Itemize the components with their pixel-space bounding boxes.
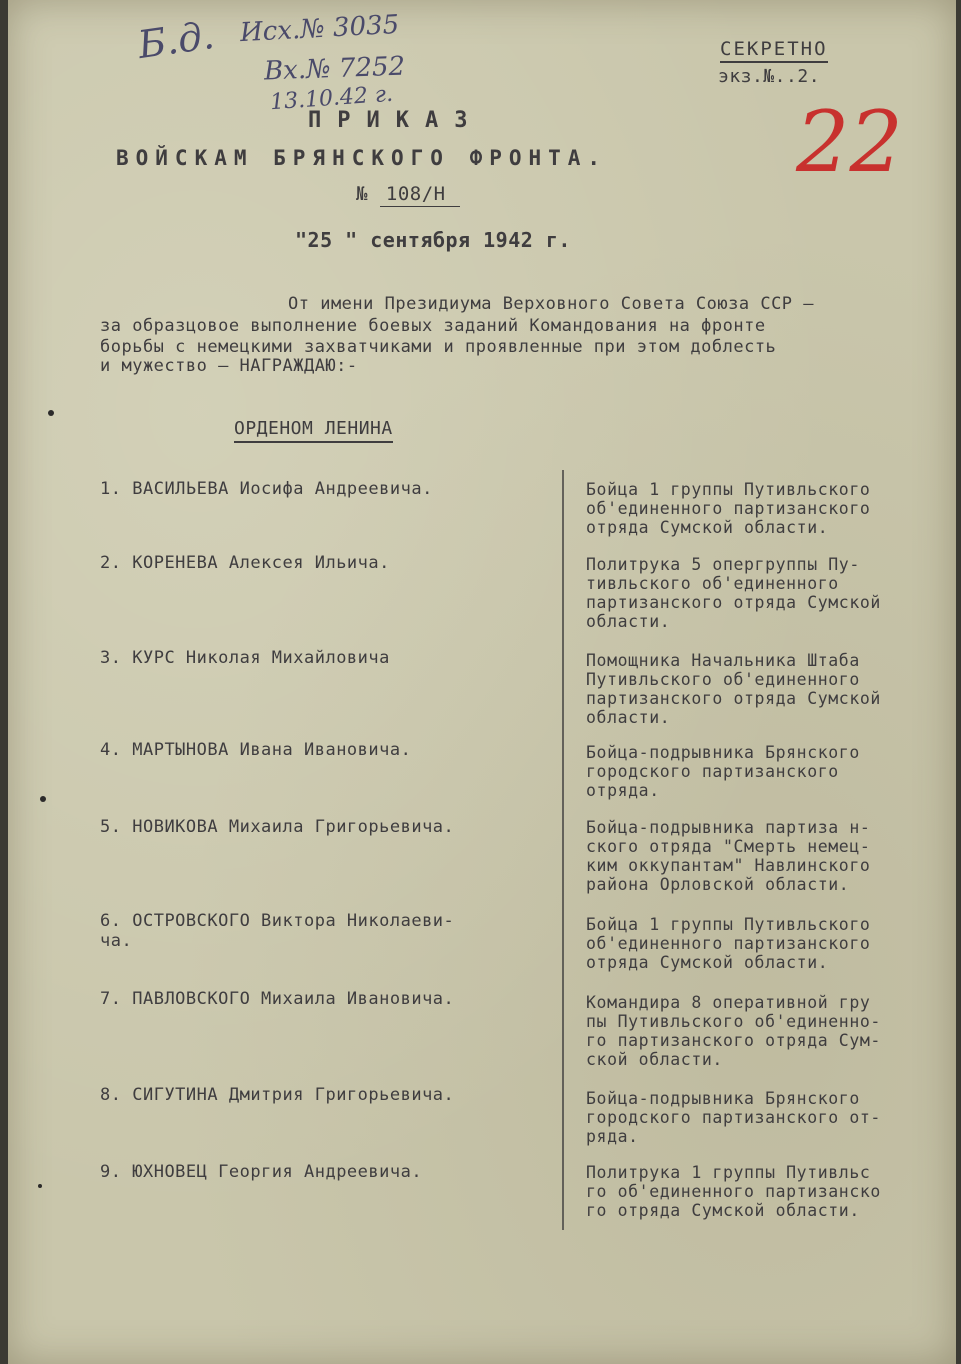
recipient-1-name: 1. ВАСИЛЬЕВА Иосифа Андреевича.	[100, 479, 433, 499]
column-divider	[562, 470, 564, 1230]
recipient-3-name: 3. КУРС Николая Михайловича	[100, 648, 390, 668]
handwritten-note-date: 13.10.42 г.	[269, 81, 394, 116]
recipient-5-unit: Бойца-подрывника партиза н- ского отряда "Смерть немец- ким оккупантам" Навлинского района Орловской области.	[586, 818, 871, 894]
preamble-line-3: борьбы с немецкими захватчиками и проявленные при этом доблесть	[100, 337, 777, 357]
secret-stamp: СЕКРЕТНО	[720, 38, 828, 63]
binding-hole	[48, 410, 54, 416]
recipient-4-unit: Бойца-подрывника Брянского городского партизанского отряда.	[586, 743, 860, 800]
date-month-year: сентября 1942 г.	[370, 228, 571, 252]
order-date	[295, 228, 571, 252]
recipient-7-unit: Командира 8 оперативной гру пы Путивльского об'единенно- го партизанского отряда Сум- ской области.	[586, 993, 881, 1069]
handwritten-note-incoming: Вх.№ 7252	[263, 51, 406, 87]
recipient-8-unit: Бойца-подрывника Брянского городского партизанского от- ряда.	[586, 1089, 881, 1146]
page-number: 22	[796, 93, 903, 191]
number-value: 108/Н	[380, 183, 460, 207]
recipient-4-name: 4. МАРТЫНОВА Ивана Ивановича.	[100, 740, 412, 760]
preamble-line-4: и мужество – НАГРАЖДАЮ:-	[100, 356, 358, 376]
recipient-1-unit: Бойца 1 группы Путивльского об'единенного партизанского отряда Сумской области.	[586, 480, 871, 537]
recipient-9-name: 9. ЮХНОВЕЦ Георгия Андреевича.	[100, 1162, 423, 1182]
recipient-2-name: 2. КОРЕНЕВА Алексея Ильича.	[100, 553, 390, 573]
order-number	[356, 183, 460, 205]
date-day: "25 "	[295, 228, 358, 252]
award-heading: ОРДЕНОМ ЛЕНИНА	[234, 418, 393, 443]
binding-hole	[38, 1184, 42, 1188]
recipient-6-unit: Бойца 1 группы Путивльского об'единенного партизанского отряда Сумской области.	[586, 915, 871, 972]
copy-number: экз.№..2.	[718, 66, 821, 87]
order-title: ПРИКАЗ	[308, 108, 484, 133]
document-page	[8, 0, 956, 1364]
recipient-9-unit: Политрука 1 группы Путивльс го об'единенного партизанско го отряда Сумской области.	[586, 1163, 881, 1220]
binding-hole	[40, 796, 46, 802]
order-subtitle: ВОЙСКАМ БРЯНСКОГО ФРОНТА.	[116, 146, 608, 170]
handwritten-note-outgoing: Исх.№ 3035	[239, 9, 400, 49]
recipient-8-name: 8. СИГУТИНА Дмитрия Григорьевича.	[100, 1085, 455, 1105]
preamble-line-1: От имени Президиума Верховного Совета Союза ССР –	[288, 294, 815, 314]
handwritten-note-bd: Б.д.	[135, 12, 217, 68]
recipient-2-unit: Политрука 5 опергруппы Пу- тивльского об'единенного партизанского отряда Сумской области.	[586, 555, 881, 631]
recipient-3-unit: Помощника Начальника Штаба Путивльского об'единенного партизанского отряда Сумской области.	[586, 651, 881, 727]
recipient-6-name: 6. ОСТРОВСКОГО Виктора Николаеви- ча.	[100, 911, 455, 951]
number-sign: №	[356, 183, 368, 205]
recipient-5-name: 5. НОВИКОВА Михаила Григорьевича.	[100, 817, 455, 837]
recipient-7-name: 7. ПАВЛОВСКОГО Михаила Ивановича.	[100, 989, 455, 1009]
preamble-line-2: за образцовое выполнение боевых заданий Командования на фронте	[100, 316, 766, 336]
